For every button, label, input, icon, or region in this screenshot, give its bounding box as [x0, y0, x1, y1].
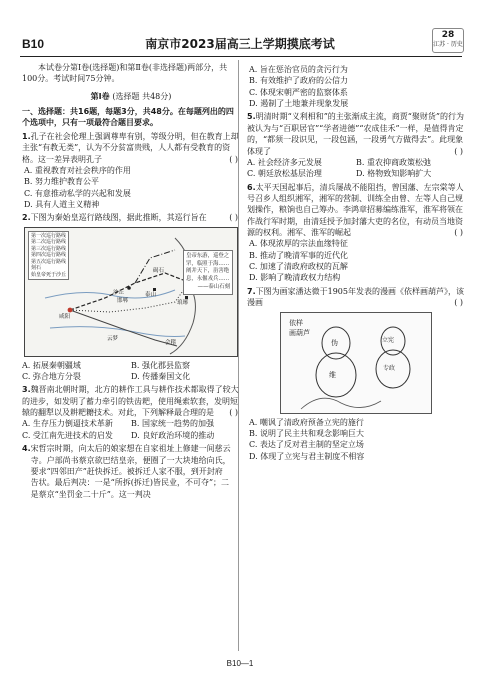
gourd-bottom — [316, 353, 356, 397]
q2-number: 2. — [22, 213, 31, 223]
question-5 — [247, 111, 465, 179]
q2-option-b: B. 强化郡县监察 — [131, 360, 190, 370]
cartoon-text-4: 维 — [329, 370, 336, 379]
q7-option-c: C. 表达了反对君主制的坚定立场 — [249, 440, 364, 450]
q4-option-b: B. 有效维护了政府的公信力 — [249, 76, 348, 86]
qin-tour-map — [24, 227, 238, 357]
taishan-marker — [153, 288, 156, 291]
q7-stem: 下图为画家潘达微于1905年发表的漫画《依样画葫芦》，该漫画 — [247, 286, 464, 308]
q2-option-a: A. 拓展秦朝疆域 — [22, 360, 81, 370]
q4-option-d: D. 遏制了土地兼并现象发展 — [249, 99, 349, 109]
source-badge — [432, 28, 464, 53]
q4-option-c: C. 体现宋朝严密的监察体系 — [249, 87, 348, 97]
legend-item: 第一次巡行路线 — [31, 232, 67, 239]
answer-paren: ( ) — [454, 146, 463, 156]
instruction-text: 一、选择题：共16题，每题3分，共48分。在每题列出的四个选项中，只有一项最符合题目要求。 — [22, 107, 234, 128]
legend-item: 第三次巡行路线 — [31, 245, 67, 252]
answer-paren: ( ) — [454, 228, 463, 238]
q3-option-b: B. 国家统一趋势的加强 — [131, 419, 214, 429]
answer-paren: ( ) — [229, 408, 238, 418]
q2-option-d: D. 传播秦国文化 — [131, 372, 191, 382]
q4-option-a: A. 旨在惩治官员的贪污行为 — [249, 65, 348, 74]
map-label-shaqiu: 沙丘 — [113, 289, 125, 296]
question-4-options — [247, 64, 465, 109]
header-code: B10 — [22, 37, 45, 51]
legend-item: 第五次巡行路线 — [31, 258, 67, 265]
section-subtitle: (选择题 共48分) — [112, 91, 172, 101]
figure-outline — [301, 398, 381, 409]
legend-item: 刻石 — [31, 265, 42, 272]
answer-paren: ( ) — [229, 213, 238, 223]
cartoon-text-1: 依样 — [289, 318, 303, 327]
q5-option-a: A. 社会经济多元发展 — [247, 157, 322, 167]
question-4 — [22, 443, 240, 499]
map-legend — [28, 231, 69, 281]
shaqiu-marker — [127, 286, 131, 290]
cartoon-text-2: 画葫芦 — [289, 328, 310, 337]
capital-marker — [68, 307, 73, 312]
section-title: 第Ⅰ卷 — [90, 91, 110, 101]
q2-option-c: C. 弥合地方分裂 — [22, 372, 81, 382]
q6-option-b: B. 推动了晚清军事的近代化 — [249, 250, 348, 260]
cartoon-image — [280, 312, 432, 414]
langya-marker — [185, 296, 188, 299]
answer-paren: ( ) — [454, 298, 463, 308]
q6-stem: 太平天国起事后，清兵屡战不能阻挡，曾国藩、左宗棠等人号召乡人组织湘军，湘军的营制、训练全由曾、左等人自己规划操作，粮饷也自己筹办。李鸿章招募编练淮军，淮军将领在作战行军时期，由清廷授予加封藩大吏的名位，有动员当地资源的权利。湘军、淮军的崛起 — [247, 182, 464, 238]
section-heading — [22, 91, 240, 102]
q2-options — [22, 360, 240, 383]
q5-stem: 明清时期“义利相和”的主张渐成主流，商贾“聚财货”的行为被认为与“百职居官”“学者进德”“农成佳禾”一样，是值得肯定的，“都须一段识见，一段包涵，一段勇气方做得去”。此现象体现了 — [247, 112, 464, 156]
right-column — [247, 62, 465, 462]
map-label-langya: 琅琊 — [177, 299, 189, 306]
q1-option-a: A. 重视教育对社会秩序的作用 — [24, 165, 131, 175]
q2-stem: 下图为秦始皇巡行路线图，据此推断，其巡行旨在 — [30, 213, 207, 223]
q4-stem: 宋哲宗时期，向太后的娘家想在自家祖址上修建一间慈云寺。户部尚书蔡京欲巴结皇亲，便圈了一大块地给向氏，要求“四邻田产”赶快拆迁。被拆迁人家不服，到开封府告状。最后判决：一是“所拆(拆迁)皆民业，不可夺”；二是蔡京“坐罚金二十斤”。这一判决 — [30, 444, 231, 499]
legend-item: 第二次巡行路线 — [31, 239, 67, 246]
q6-option-d: D. 影响了晚清政权力结构 — [249, 273, 341, 283]
q3-option-a: A. 生存压力倒逼技术革新 — [22, 419, 113, 429]
q7-option-d: D. 体现了立宪与君主制度不相容 — [249, 451, 365, 461]
map-label-handan: 邯郸 — [117, 297, 129, 304]
q3-option-d: D. 良好政治环境的推动 — [131, 430, 215, 440]
q1-option-b: B. 努力维护教育公平 — [24, 177, 99, 187]
q7-number: 7. — [247, 286, 256, 296]
q3-stem: 魏晋南北朝时期，北方的耕作工具与耕作技术都取得了较大的进步，如发明了蓄力牵引的铁齿耙，使用绳索软套，发明短辕的翻犁以及耕耙耱技术。对此，下列解释最合理的是 — [22, 385, 239, 418]
inscription-text: 皇帝东游，巡登之罘，临照于海……阐并天下，甾害绝息，永偃戎兵…… — [186, 252, 230, 283]
q5-option-c: C. 朝廷放松基层治理 — [247, 169, 322, 179]
answer-paren: ( ) — [229, 154, 238, 164]
q1-stem: 孔子在社会伦理上强调尊卑有别，等级分明，但在教育上却主张“有教无类”，认为不分贫富贵贱，人人都有受教育的资格。这一差异表明孔子 — [22, 131, 239, 164]
q5-option-b: B. 重农抑商政策松弛 — [356, 157, 431, 167]
q1-option-d: D. 具有人道主义精神 — [24, 199, 100, 209]
question-1 — [22, 131, 240, 211]
exam-intro: 本试卷分第Ⅰ卷(选择题)和第Ⅱ卷(非选择题)两部分，共100分。考试时间75分钟。 — [22, 63, 228, 84]
q5-options — [247, 157, 465, 180]
legend-item: 第四次巡行路线 — [31, 252, 67, 259]
q6-option-c: C. 加速了清政府政权的瓦解 — [249, 262, 348, 272]
page-title: 南京市2023届高三上学期摸底考试 — [145, 37, 335, 51]
tour-route-4 — [135, 250, 175, 283]
question-6 — [247, 182, 465, 284]
question-3 — [22, 384, 240, 441]
cartoon-drawing — [281, 313, 431, 413]
tour-route-3 — [70, 310, 177, 346]
q3-option-c: C. 受江南先进技术的启发 — [22, 430, 113, 440]
map-label-kuaiji: 会稽 — [165, 339, 177, 346]
q1-option-c: C. 有意推动私学的兴起和发展 — [24, 188, 131, 198]
badge-text: 江苏 · 历史 — [433, 40, 463, 48]
map-label-taishan: 泰山 — [145, 291, 157, 298]
page-footer: B10—1 — [226, 658, 254, 668]
cartoon-text-5: 立宪 — [382, 336, 395, 344]
header-rule — [20, 56, 462, 57]
q6-number: 6. — [247, 182, 256, 192]
q6-option-a: A. 体现浓厚的宗法血缘特征 — [249, 239, 348, 249]
q3-number: 3. — [22, 385, 31, 395]
inscription-source: ——泰山石刻 — [197, 283, 230, 290]
q1-number: 1. — [22, 131, 31, 141]
badge-number: 28 — [441, 30, 455, 40]
q5-number: 5. — [247, 112, 256, 122]
legend-item: 始皇帝死于沙丘 — [31, 271, 67, 278]
question-2 — [22, 212, 240, 382]
q3-options — [22, 418, 240, 441]
q4-number: 4. — [22, 444, 31, 454]
map-label-yunmeng: 云梦 — [107, 335, 119, 342]
question-7 — [247, 286, 465, 462]
left-column — [22, 62, 240, 499]
map-label-xianyang: 咸阳 — [59, 313, 71, 320]
q5-option-d: D. 格物致知影响扩大 — [356, 169, 432, 179]
stone-inscription-box — [183, 250, 233, 295]
q7-option-a: A. 嘲讽了清政府预备立宪的施行 — [249, 417, 364, 427]
cartoon-text-6: 专政 — [383, 364, 396, 372]
map-label-jieshi: 碣石 — [153, 267, 165, 274]
q7-option-b: B. 说明了民主共和观念影响巨大 — [249, 428, 364, 438]
cartoon-text-3: 伪 — [331, 338, 338, 347]
